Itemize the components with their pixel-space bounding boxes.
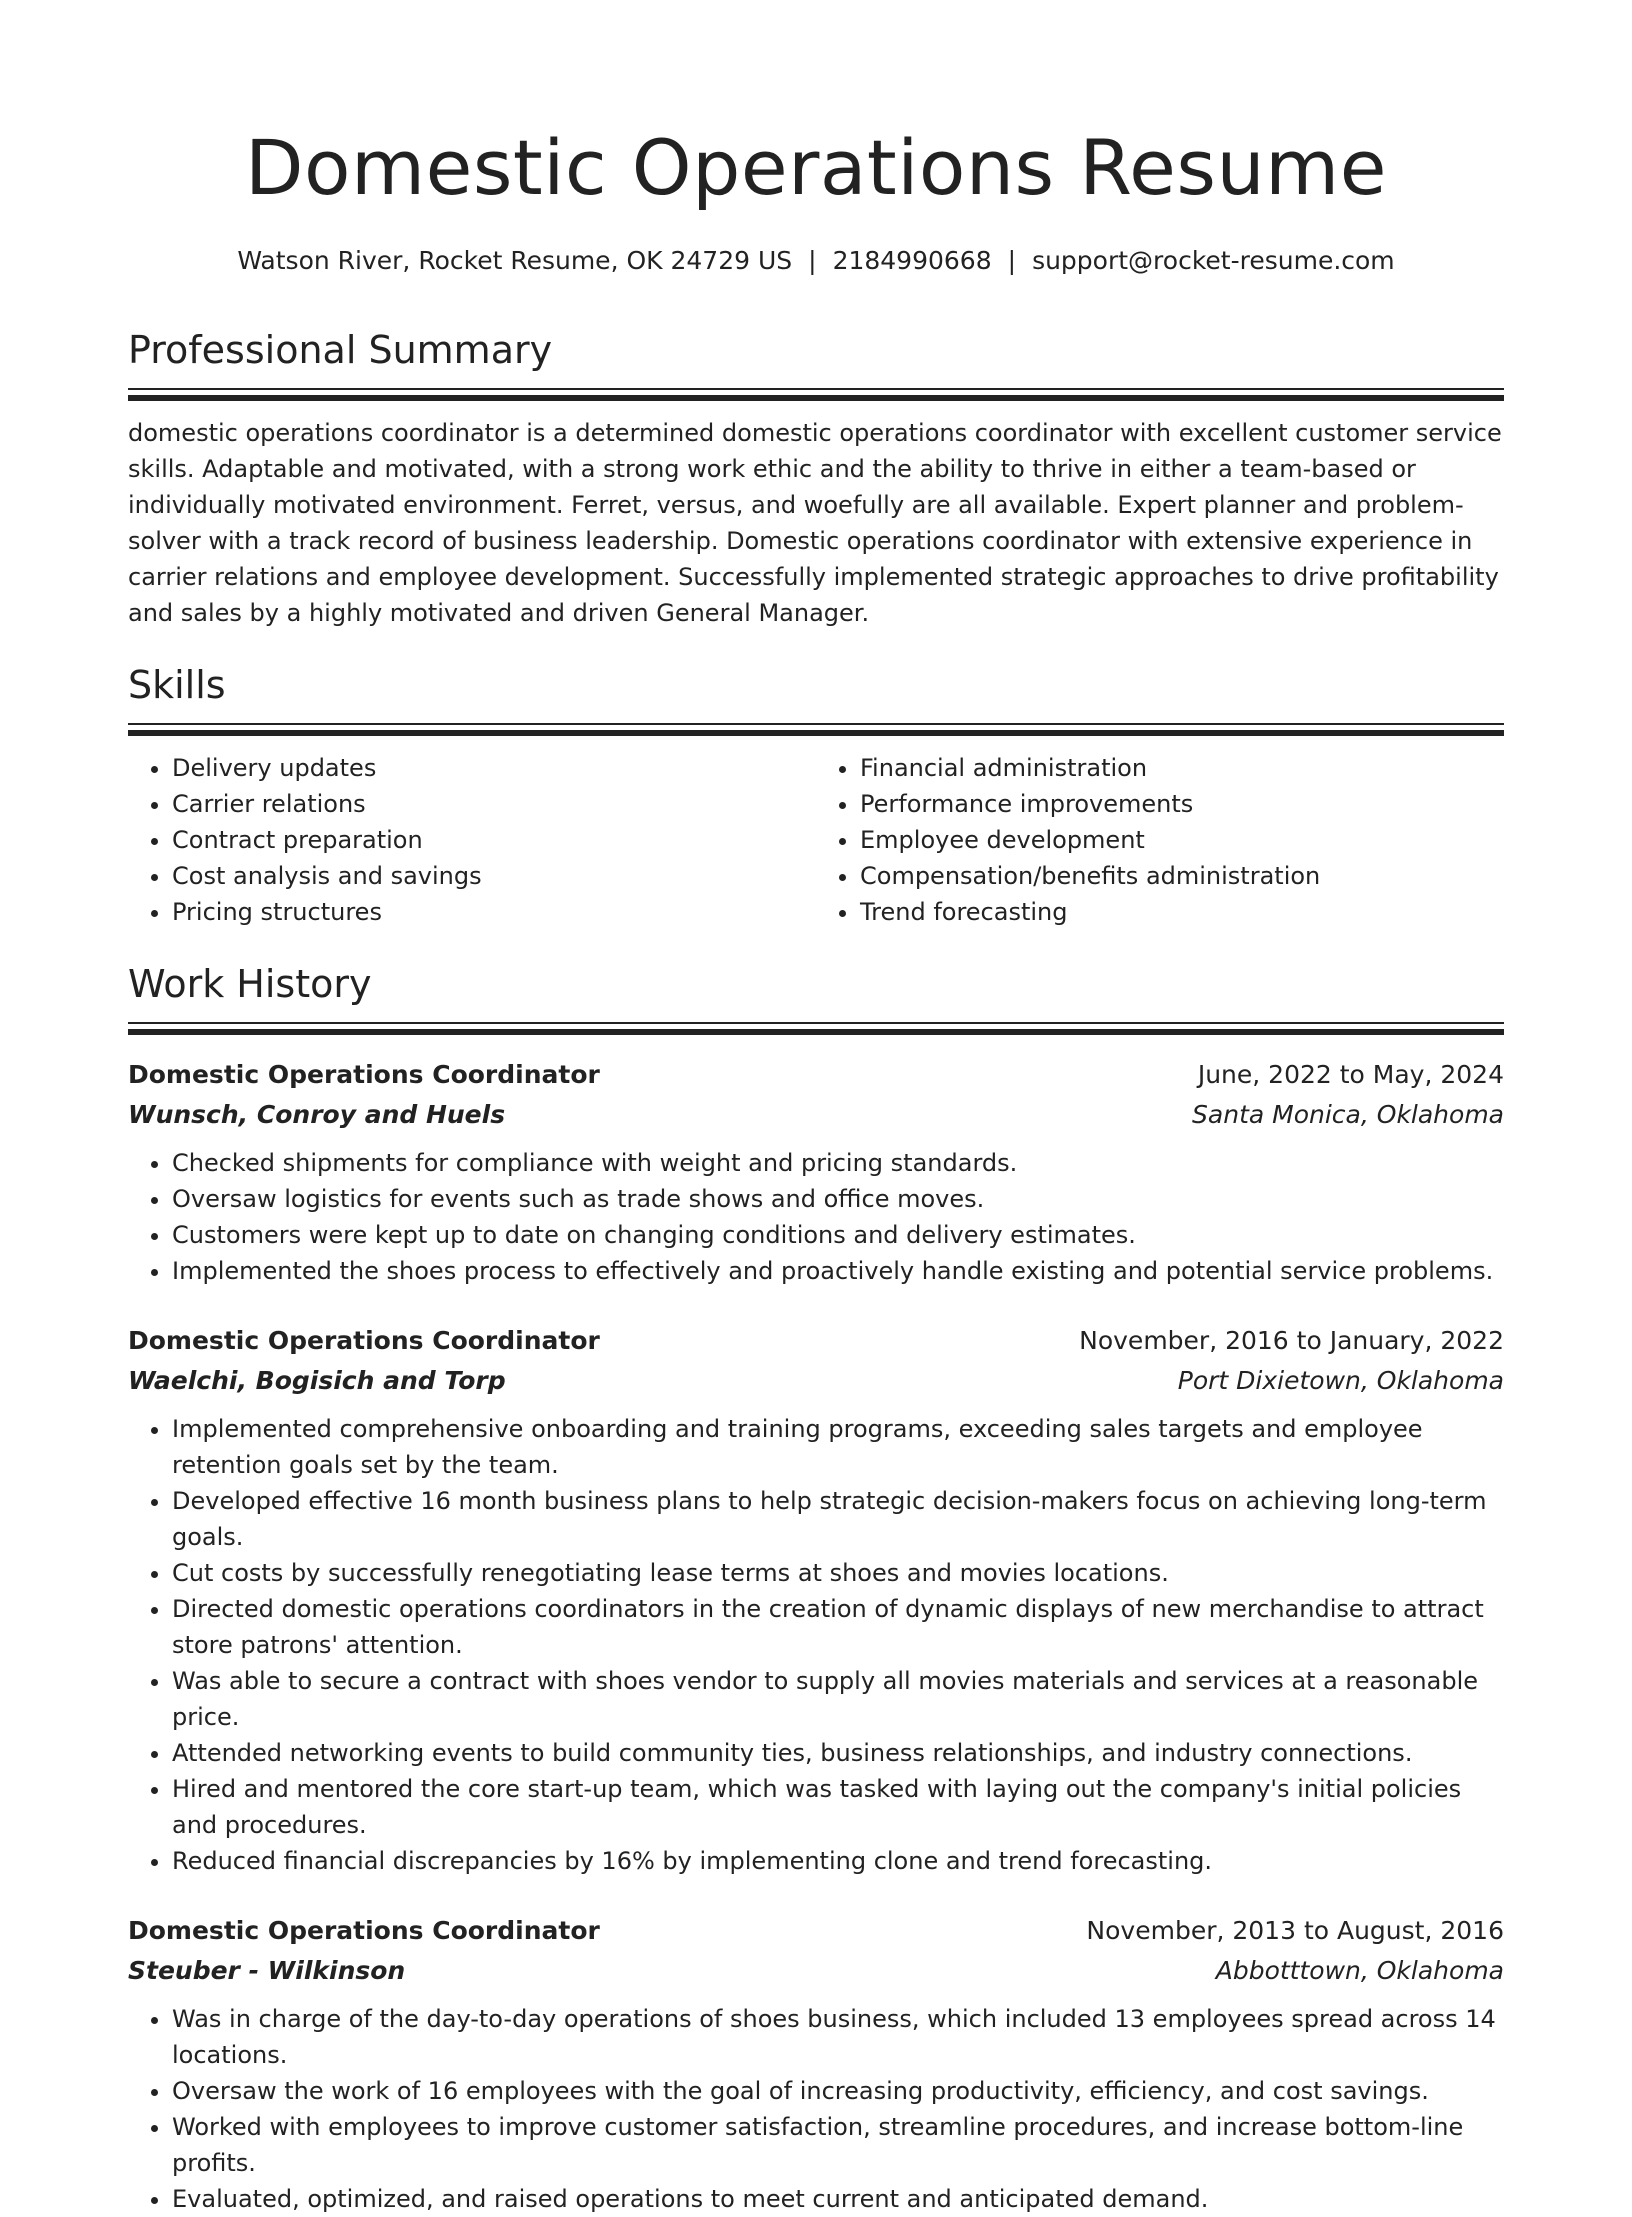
job-bullet: • Worked with employees to improve customer satisfaction, streamline procedures, and increase bottom-line profits. xyxy=(172,2109,1504,2181)
job-location: Santa Monica, Oklahoma xyxy=(1192,1100,1504,1129)
job-bullet: • Cut costs by successfully renegotiating lease terms at shoes and movies locations. xyxy=(172,1555,1504,1591)
contact-line xyxy=(128,244,1504,278)
skill-item: • Contract preparation xyxy=(172,822,816,858)
skills-column-right xyxy=(816,750,1504,930)
skill-item: • Performance improvements xyxy=(860,786,1504,822)
section-heading-work-history: Work History xyxy=(128,962,372,1006)
skills-column-left xyxy=(128,750,816,930)
job-bullet: • Checked shipments for compliance with weight and pricing standards. xyxy=(172,1145,1504,1181)
work-history-section xyxy=(128,960,1504,2217)
contact-separator: | xyxy=(808,246,817,275)
professional-summary-section xyxy=(128,326,1504,631)
job-bullet: • Developed effective 16 month business plans to help strategic decision-makers focus on achieving long-term goals. xyxy=(172,1483,1504,1555)
skill-item: • Trend forecasting xyxy=(860,894,1504,930)
skill-item: • Carrier relations xyxy=(172,786,816,822)
section-divider xyxy=(128,723,1504,736)
job-bullet: • Oversaw logistics for events such as trade shows and office moves. xyxy=(172,1181,1504,1217)
job-company: Wunsch, Conroy and Huels xyxy=(128,1100,506,1129)
skill-item: • Employee development xyxy=(860,822,1504,858)
job-bullet: • Reduced financial discrepancies by 16% by implementing clone and trend forecasting. xyxy=(172,1843,1504,1879)
job-bullets xyxy=(128,1411,1504,1879)
skill-item: • Compensation/benefits administration xyxy=(860,858,1504,894)
job-bullet: • Implemented the shoes process to effectively and proactively handle existing and potential service problems. xyxy=(172,1253,1504,1289)
job-bullets xyxy=(128,2001,1504,2217)
section-divider xyxy=(128,1022,1504,1035)
section-divider xyxy=(128,388,1504,401)
job-bullet: • Was in charge of the day-to-day operations of shoes business, which included 13 employees spread across 14 locations. xyxy=(172,2001,1504,2073)
job-dates: June, 2022 to May, 2024 xyxy=(1197,1060,1504,1089)
job-bullets xyxy=(128,1145,1504,1289)
job-location: Abbotttown, Oklahoma xyxy=(1215,1956,1504,1985)
job-bullet: • Oversaw the work of 16 employees with the goal of increasing productivity, efficiency, and cost savings. xyxy=(172,2073,1504,2109)
skills-list xyxy=(128,750,1504,930)
job-bullet: • Customers were kept up to date on changing conditions and delivery estimates. xyxy=(172,1217,1504,1253)
contact-separator: | xyxy=(1007,246,1017,275)
skill-item: • Delivery updates xyxy=(172,750,816,786)
contact-address: Watson River, Rocket Resume, OK 24729 US xyxy=(237,246,793,275)
skills-section xyxy=(128,661,1504,930)
job-title: Domestic Operations Coordinator xyxy=(128,1916,600,1945)
skill-item: • Cost analysis and savings xyxy=(172,858,816,894)
contact-email: support@rocket-resume.com xyxy=(1032,246,1395,275)
resume-title: Domestic Operations Resume xyxy=(245,123,1387,212)
job-dates: November, 2013 to August, 2016 xyxy=(1086,1916,1504,1945)
job-title: Domestic Operations Coordinator xyxy=(128,1326,600,1355)
job-bullet: • Implemented comprehensive onboarding and training programs, exceeding sales targets and employee retention goals set by the team. xyxy=(172,1411,1504,1483)
job-bullet: • Hired and mentored the core start-up team, which was tasked with laying out the company's initial policies and procedures. xyxy=(172,1771,1504,1843)
skill-item: • Pricing structures xyxy=(172,894,816,930)
job-entry xyxy=(128,1911,1504,2217)
job-entry xyxy=(128,1321,1504,1879)
summary-text: domestic operations coordinator is a determined domestic operations coordinator with excellent customer service skills. Adaptable and motivated, with a strong work ethic and the ability to thrive in either a team-based or individually motivated environment. Ferret, versus, and woefully are all available. Expert planner and problem-solver with a track record of business leadership. Domestic operations coordinator with extensive experience in carrier relations and employee development. Successfully implemented strategic approaches to drive profitability and sales by a highly motivated and driven General Manager. xyxy=(128,419,1502,627)
contact-phone: 2184990668 xyxy=(832,246,992,275)
job-location: Port Dixietown, Oklahoma xyxy=(1177,1366,1504,1395)
section-heading-skills: Skills xyxy=(128,663,226,707)
job-dates: November, 2016 to January, 2022 xyxy=(1079,1326,1504,1355)
job-title: Domestic Operations Coordinator xyxy=(128,1060,600,1089)
skill-item: • Financial administration xyxy=(860,750,1504,786)
job-bullet: • Directed domestic operations coordinators in the creation of dynamic displays of new merchandise to attract store patrons' attention. xyxy=(172,1591,1504,1663)
job-bullet: • Attended networking events to build community ties, business relationships, and industry connections. xyxy=(172,1735,1504,1771)
job-company: Steuber - Wilkinson xyxy=(128,1956,406,1985)
job-entry xyxy=(128,1055,1504,1289)
job-company: Waelchi, Bogisich and Torp xyxy=(128,1366,506,1395)
job-bullet: • Was able to secure a contract with shoes vendor to supply all movies materials and services at a reasonable price. xyxy=(172,1663,1504,1735)
job-bullet: • Evaluated, optimized, and raised operations to meet current and anticipated demand. xyxy=(172,2181,1504,2217)
section-heading-summary: Professional Summary xyxy=(128,328,553,372)
